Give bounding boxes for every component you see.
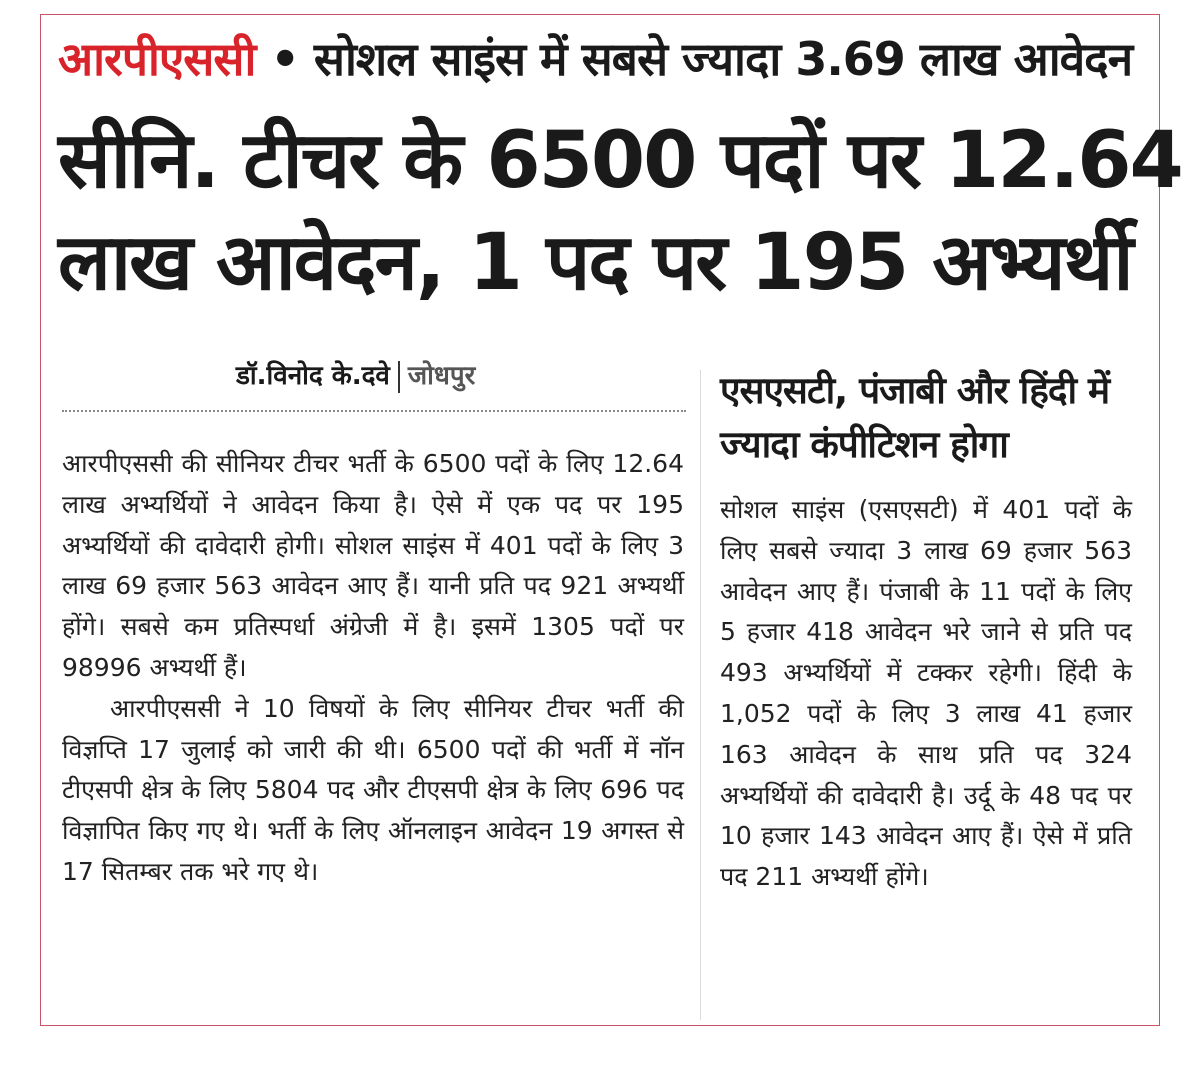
kicker-separator: • xyxy=(270,32,299,86)
right-subhead: एसएसटी, पंजाबी और हिंदी में ज्यादा कंपीटिशन होगा xyxy=(720,369,1110,466)
left-paragraph-2: आरपीएससी ने 10 विषयों के लिए सीनियर टीचर भर्ती की विज्ञप्ति 17 जुलाई को जारी की थी। 6500 पदों की भर्ती में नॉन टीएसपी क्षेत्र के लिए 5804 पद और टीएसपी क्षेत्र के लिए 696 पद विज्ञापित किए गए थे। भर्ती के लिए ऑनलाइन आवेदन 19 अगस्त से 17 सितम्बर तक भरे गए थे। xyxy=(62,693,684,886)
right-column xyxy=(720,490,1132,898)
dotted-divider xyxy=(62,410,686,412)
left-column xyxy=(62,444,684,893)
byline-divider xyxy=(398,361,400,393)
headline xyxy=(58,110,1182,314)
column-divider xyxy=(700,370,701,1020)
headline-line-1: सीनि. टीचर के 6500 पदों पर 12.64 xyxy=(58,116,1182,206)
kicker-label: आरपीएससी xyxy=(58,32,256,86)
left-paragraph-1: आरपीएससी की सीनियर टीचर भर्ती के 6500 पदों के लिए 12.64 लाख अभ्यर्थियों ने आवेदन किया है। ऐसे में एक पद पर 195 अभ्यर्थियों की दावेदारी होगी। सोशल साइंस में 401 पदों के लिए 3 लाख 69 हजार 563 आवेदन आए हैं। यानी प्रति पद 921 अभ्यर्थी होंगे। सबसे कम प्रतिस्पर्धा अंग्रेजी में है। इसमें 1305 पदों पर 98996 अभ्यर्थी हैं। xyxy=(62,449,684,682)
byline-city: जोधपुर xyxy=(407,361,476,391)
kicker-line xyxy=(58,28,1148,90)
right-paragraph: सोशल साइंस (एसएसटी) में 401 पदों के लिए सबसे ज्यादा 3 लाख 69 हजार 563 आवेदन आए हैं। पंजाबी के 11 पदों के लिए 5 हजार 418 आवेदन भरे जाने से प्रति पद 493 अभ्यर्थियों में टक्कर रहेगी। हिंदी के 1,052 पदों के लिए 3 लाख 41 हजार 163 आवेदन के साथ प्रति पद 324 अभ्यर्थियों की दावेदारी है। उर्दू के 48 पद पर 10 हजार 143 आवेदन आए हैं। ऐसे में प्रति पद 211 अभ्यर्थी होंगे। xyxy=(720,495,1132,892)
headline-line-2: लाख आवेदन, 1 पद पर 195 अभ्यर्थी xyxy=(58,218,1132,308)
byline xyxy=(236,356,475,396)
byline-author: डॉ.विनोद के.दवे xyxy=(236,361,390,391)
kicker-text: सोशल साइंस में सबसे ज्यादा 3.69 लाख आवेदन xyxy=(313,32,1133,86)
